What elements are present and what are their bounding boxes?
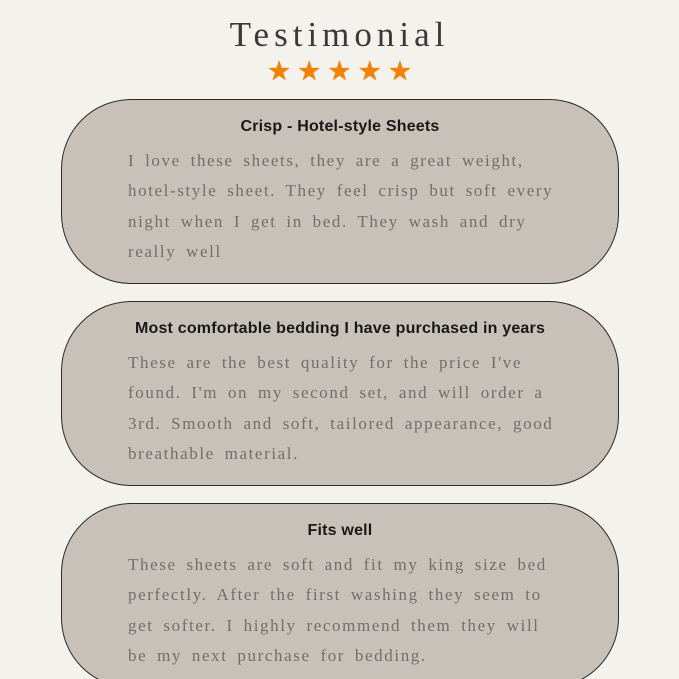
- testimonial-card-list: [61, 99, 619, 679]
- star-icon: ★: [357, 55, 382, 87]
- testimonial-card: [61, 99, 619, 284]
- testimonial-title: Most comfortable bedding I have purchased in years: [134, 320, 546, 337]
- testimonial-body: These sheets are soft and fit my king size bed perfectly. After the first washing they seem to get softer. I highly recommend them they will be my next purchase for bedding.: [128, 555, 547, 665]
- star-icon: ★: [297, 55, 322, 87]
- section-header: [0, 0, 679, 85]
- testimonial-title: Fits well: [307, 522, 373, 539]
- star-icon: ★: [266, 55, 292, 87]
- star-icon: ★: [327, 55, 352, 87]
- testimonial-title: Crisp - Hotel-style Sheets: [240, 118, 440, 135]
- star-rating: [0, 55, 679, 87]
- star-icon: ★: [387, 55, 413, 87]
- page-title: Testimonial: [229, 15, 450, 54]
- testimonial-body: These are the best quality for the price I've found. I'm on my second set, and will order a 3rd. Smooth and soft, tailored appearance, good breathable material.: [128, 353, 554, 463]
- testimonial-card: [61, 503, 619, 679]
- testimonial-body: I love these sheets, they are a great weight, hotel-style sheet. They feel crisp but soft every night when I get in bed. They wash and dry really well: [128, 151, 554, 261]
- testimonial-card: [61, 301, 619, 486]
